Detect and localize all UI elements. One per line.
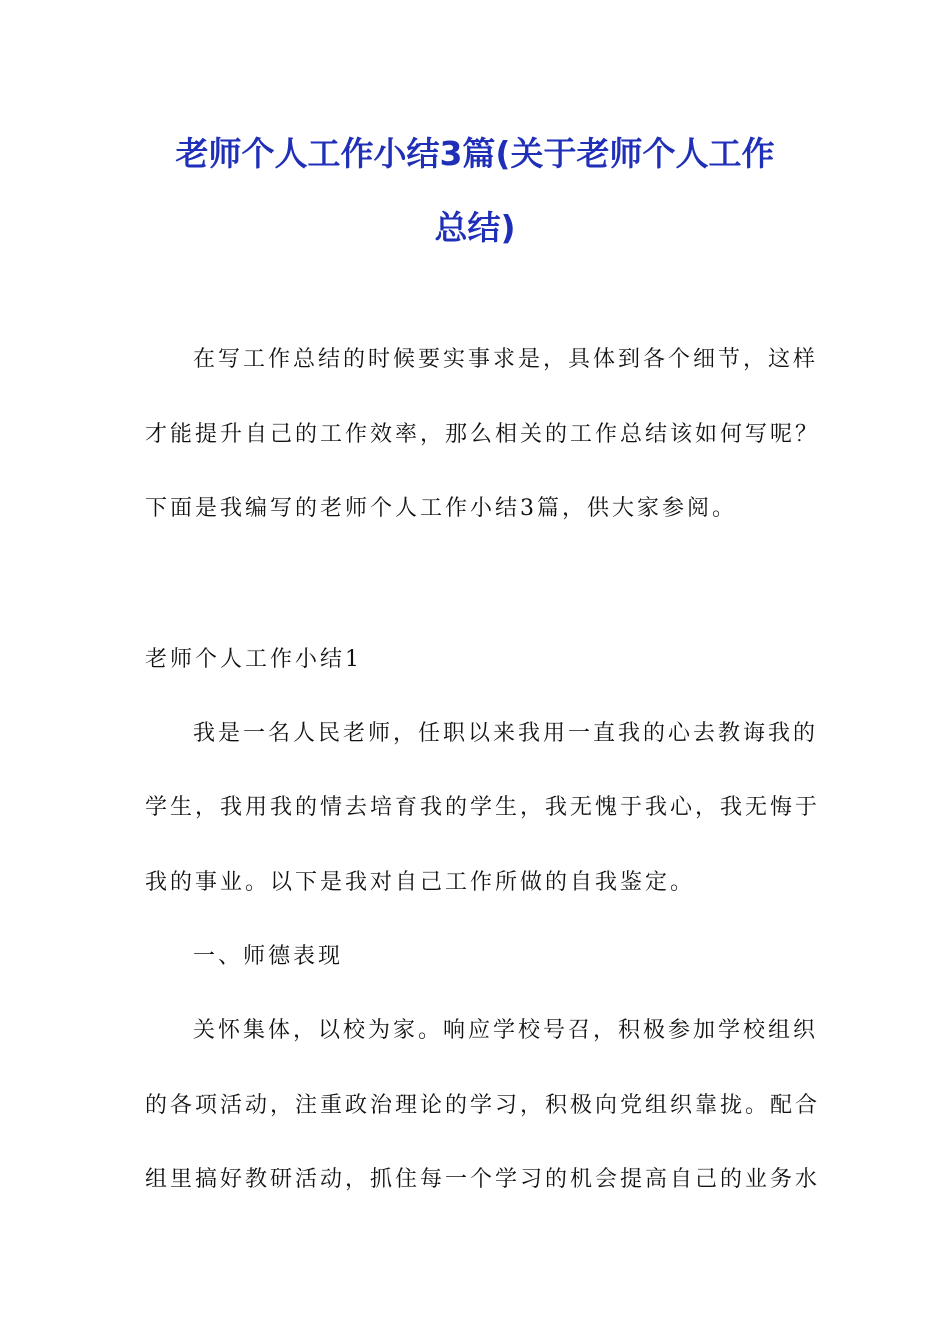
para2-line-2: 的各项活动，注重政治理论的学习，积极向党组织靠拢。配合 [145,1093,821,1118]
para2-line-1: 关怀集体，以校为家。响应学校号召，积极参加学校组织 [193,1018,819,1043]
para2-line-3: 组里搞好教研活动，抓住每一个学习的机会提高自己的业务水 [145,1167,821,1192]
para1-line-2: 学生，我用我的情去培育我的学生，我无愧于我心，我无悔于 [145,795,821,820]
intro-line-2: 才能提升自己的工作效率，那么相关的工作总结该如何写呢？ [145,422,821,447]
title-line-1: 老师个人工作小结3篇(关于老师个人工作 [175,134,775,173]
section-heading: 老师个人工作小结1 [145,647,362,672]
intro-line-3: 下面是我编写的老师个人工作小结3篇，供大家参阅。 [145,496,737,521]
subheading: 一、师德表现 [193,944,344,969]
title-line-2: 总结) [434,208,516,247]
para1-line-3: 我的事业。以下是我对自己工作所做的自我鉴定。 [145,870,696,895]
para1-line-1: 我是一名人民老师，任职以来我用一直我的心去教诲我的 [193,721,819,746]
intro-line-1: 在写工作总结的时候要实事求是，具体到各个细节，这样 [193,347,819,372]
